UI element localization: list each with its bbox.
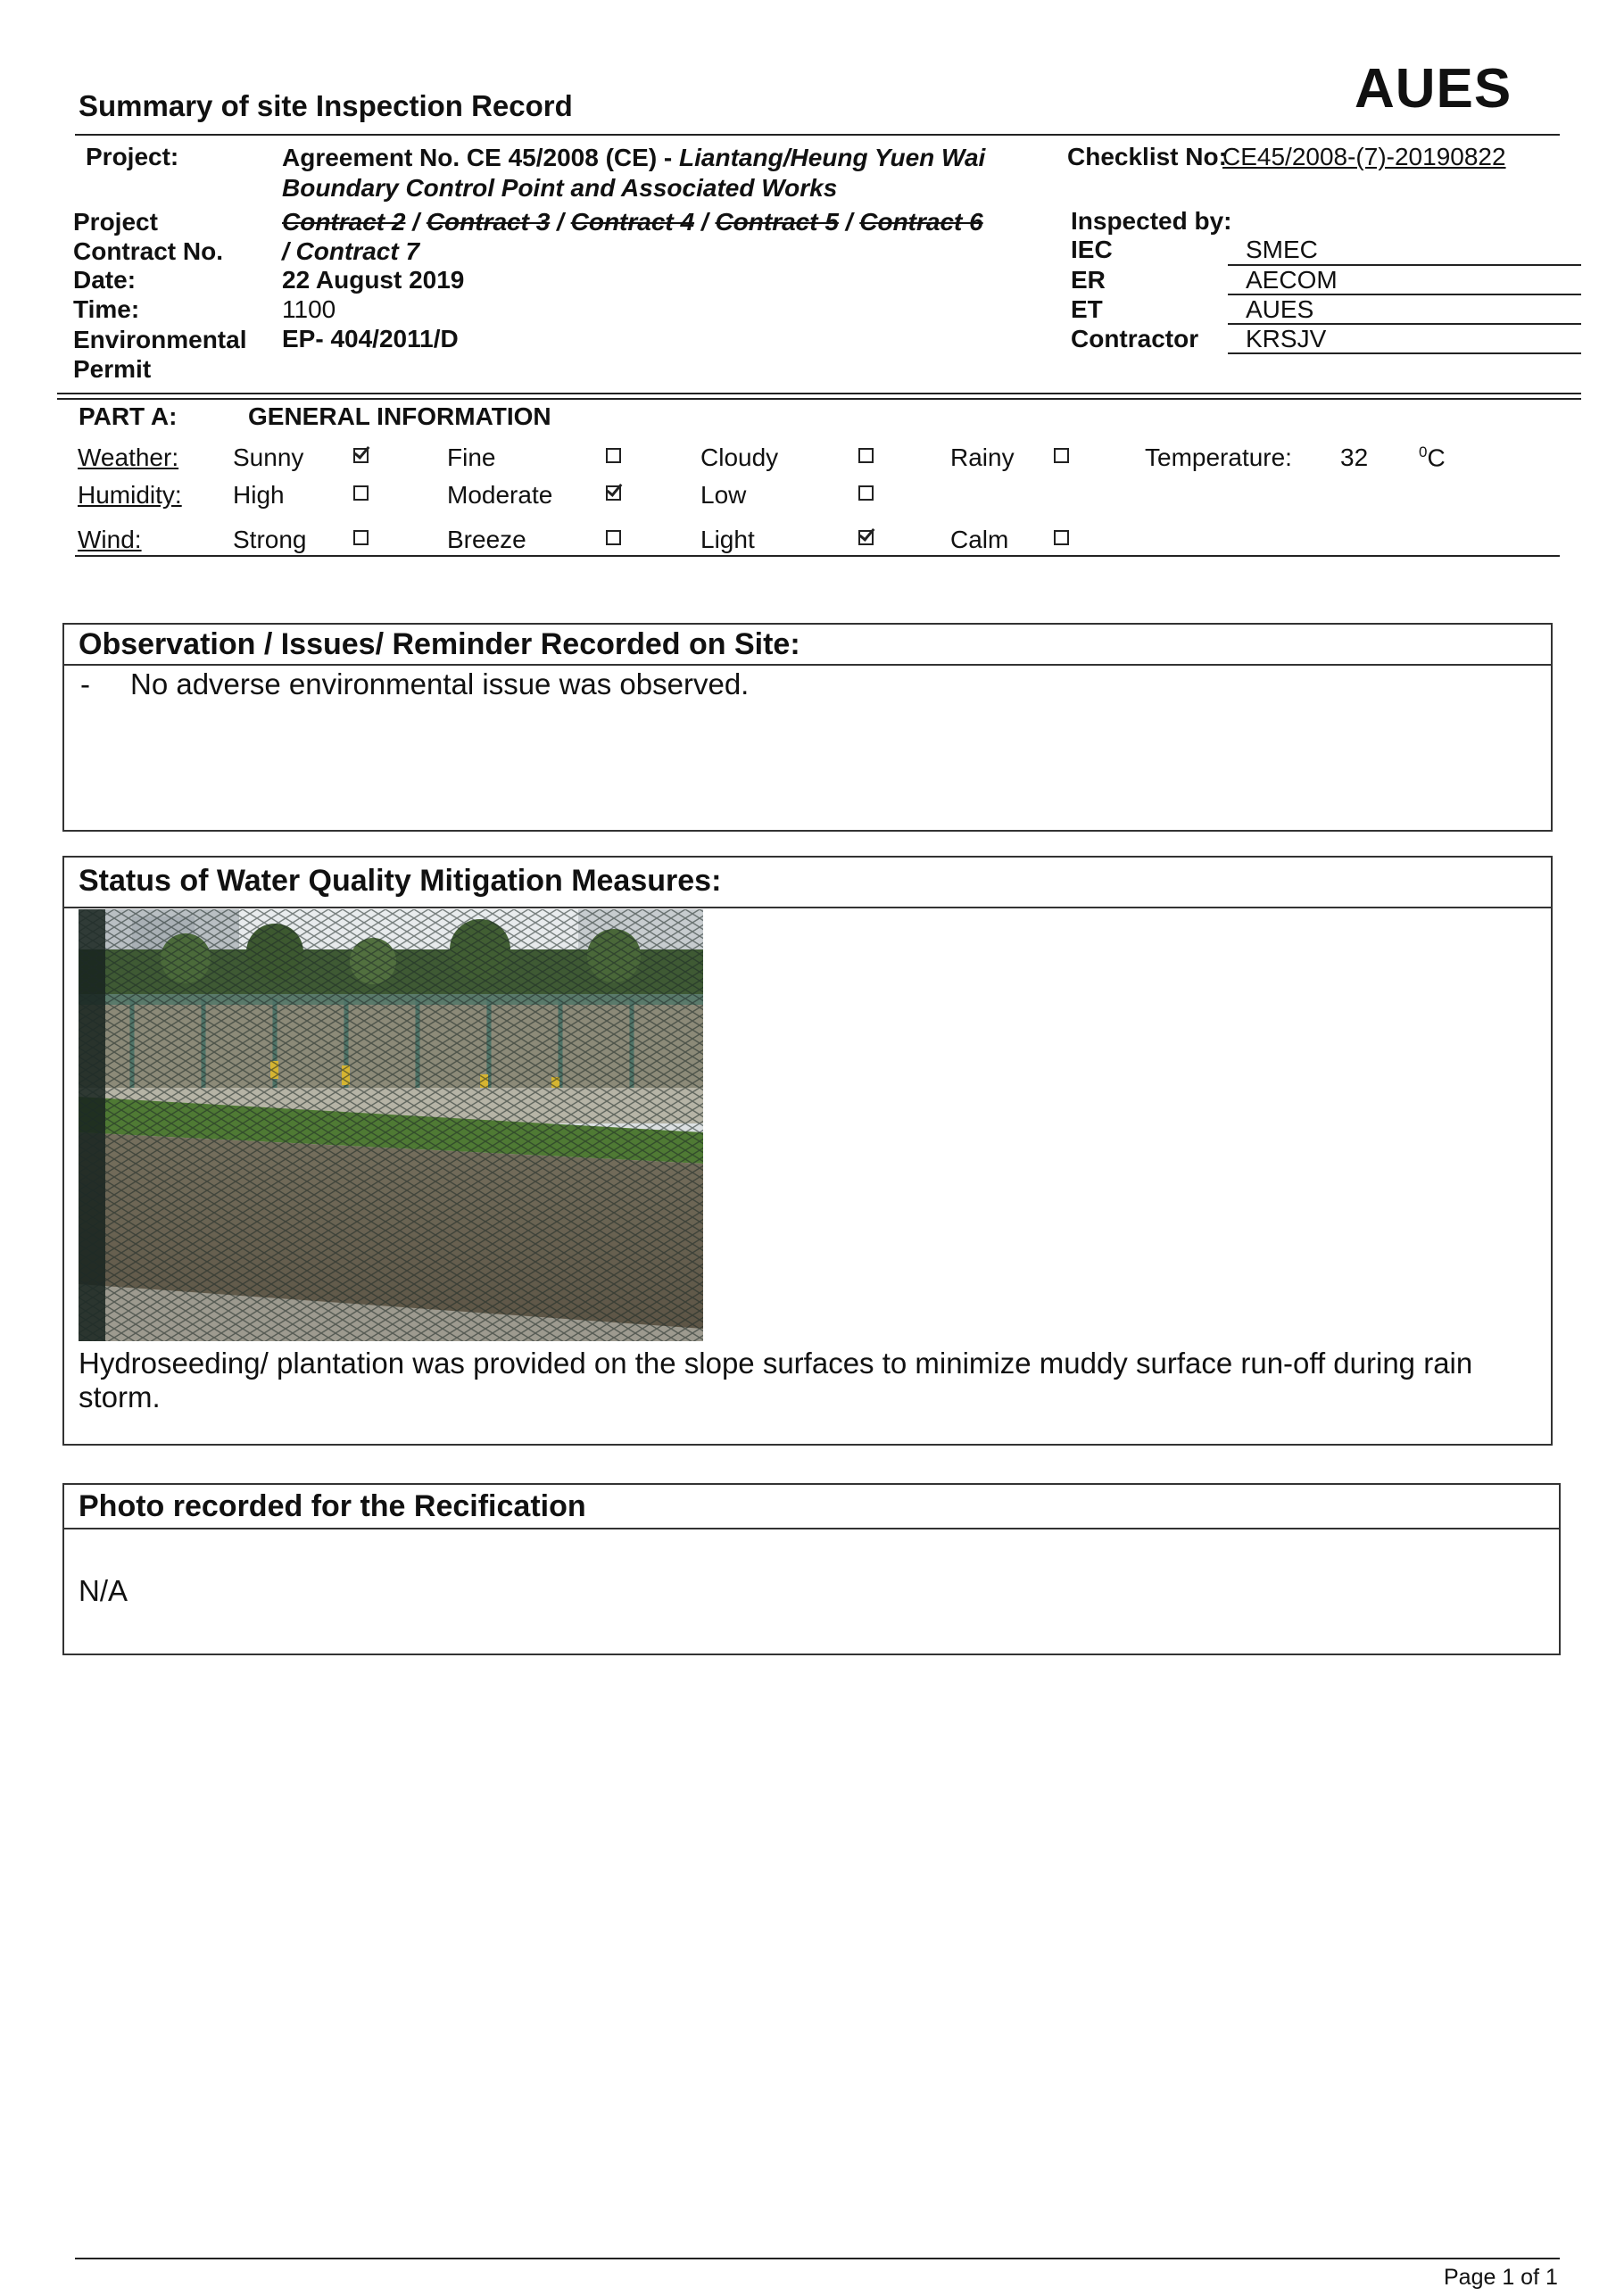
contractor-value: KRSJV — [1246, 325, 1327, 352]
site-photo — [79, 909, 703, 1341]
contract-struck: Contract 2 — [282, 208, 406, 236]
contract-label-line2: Contract No. — [73, 237, 223, 265]
permit-label: Environmental Permit — [73, 326, 247, 383]
part-a-divider — [75, 555, 1560, 557]
humidity-label: Humidity: — [78, 481, 182, 509]
weather-option-fine: Fine — [447, 443, 496, 471]
contract-label — [73, 207, 223, 266]
site-photo-image — [79, 909, 703, 1341]
page-number: Page 1 of 1 — [1444, 2265, 1558, 2290]
weather-label: Weather: — [78, 443, 179, 471]
observation-bullet: - — [80, 667, 90, 700]
iec-value: SMEC — [1246, 236, 1318, 263]
humidity-low-checkbox[interactable] — [858, 485, 874, 501]
observation-box — [62, 623, 1553, 832]
weather-sunny-checkbox[interactable] — [353, 448, 369, 463]
wind-option-breeze: Breeze — [447, 526, 526, 553]
page-title: Summary of site Inspection Record — [79, 89, 573, 122]
humidity-option-low: Low — [700, 481, 747, 509]
weather-fine-checkbox[interactable] — [606, 448, 621, 463]
inspected-by-label: Inspected by: — [1071, 207, 1232, 235]
temperature-value: 32 — [1340, 443, 1369, 471]
footer-divider — [75, 2258, 1560, 2259]
wind-calm-checkbox[interactable] — [1054, 530, 1069, 545]
observation-text: No adverse environmental issue was observed. — [130, 667, 750, 700]
et-value: AUES — [1246, 295, 1314, 323]
time-label: Time: — [73, 295, 140, 323]
contract-label-line1: Project — [73, 208, 158, 236]
humidity-moderate-checkbox[interactable] — [606, 485, 621, 501]
contract-struck: Contract 3 — [426, 208, 551, 236]
wind-light-checkbox[interactable] — [858, 530, 874, 545]
contract-struck: Contract 6 — [859, 208, 983, 236]
project-name: Liantang/Heung Yuen Wai — [679, 144, 986, 171]
contractor-line — [1228, 352, 1581, 354]
weather-rainy-checkbox[interactable] — [1054, 448, 1069, 463]
project-name-line2: Boundary Control Point and Associated Works — [282, 174, 838, 202]
project-value — [282, 143, 1085, 203]
project-label: Project: — [86, 143, 179, 170]
contract-struck: Contract 4 — [570, 208, 695, 236]
contract-active: / Contract 7 — [282, 237, 420, 265]
er-value: AECOM — [1246, 266, 1338, 294]
contractor-label: Contractor — [1071, 325, 1199, 352]
water-quality-box — [62, 856, 1553, 1446]
wind-option-light: Light — [700, 526, 755, 553]
et-label: ET — [1071, 295, 1103, 323]
wind-breeze-checkbox[interactable] — [606, 530, 621, 545]
date-value: 22 August 2019 — [282, 266, 465, 294]
part-a-label: PART A: — [79, 402, 178, 430]
contract-struck: Contract 5 — [715, 208, 839, 236]
section-divider-bottom — [57, 398, 1581, 400]
iec-label: IEC — [1071, 236, 1113, 263]
header-divider — [75, 134, 1560, 136]
checklist-number: CE45/2008-(7)-20190822 — [1222, 143, 1506, 170]
water-quality-caption: Hydroseeding/ plantation was provided on the slope surfaces to minimize muddy surface run-off during rain storm. — [79, 1347, 1473, 1413]
weather-option-rainy: Rainy — [950, 443, 1015, 471]
checklist-label: Checklist No: — [1067, 143, 1227, 170]
rectification-text: N/A — [79, 1574, 128, 1607]
wind-option-calm: Calm — [950, 526, 1009, 553]
humidity-high-checkbox[interactable] — [353, 485, 369, 501]
weather-cloudy-checkbox[interactable] — [858, 448, 874, 463]
agreement-number: Agreement No. CE 45/2008 (CE) - — [282, 144, 680, 171]
er-label: ER — [1071, 266, 1106, 294]
humidity-option-high: High — [233, 481, 285, 509]
contract-value: Contract 2 / Contract 3 / Contract 4 / Contract 5 / Contract 6 / Contract 7 — [282, 208, 983, 265]
temperature-unit: $^0$C — [1419, 443, 1446, 472]
wind-option-strong: Strong — [233, 526, 307, 553]
wind-label: Wind: — [78, 526, 142, 553]
rectification-heading: Photo recorded for the Recification — [64, 1485, 1559, 1529]
section-divider-top — [57, 393, 1581, 394]
temperature-label: Temperature: — [1145, 443, 1292, 471]
humidity-option-moderate: Moderate — [447, 481, 553, 509]
time-value: 1100 — [282, 295, 336, 323]
water-quality-heading: Status of Water Quality Mitigation Measures: — [64, 858, 1551, 908]
rectification-box — [62, 1483, 1561, 1655]
weather-option-cloudy: Cloudy — [700, 443, 779, 471]
company-logo: AUES — [1355, 58, 1512, 120]
weather-option-sunny: Sunny — [233, 443, 304, 471]
permit-value: EP- 404/2011/D — [282, 325, 459, 352]
date-label: Date: — [73, 266, 137, 294]
observation-heading: Observation / Issues/ Reminder Recorded on Site: — [64, 625, 1551, 666]
wind-strong-checkbox[interactable] — [353, 530, 369, 545]
part-a-title: GENERAL INFORMATION — [248, 402, 551, 430]
